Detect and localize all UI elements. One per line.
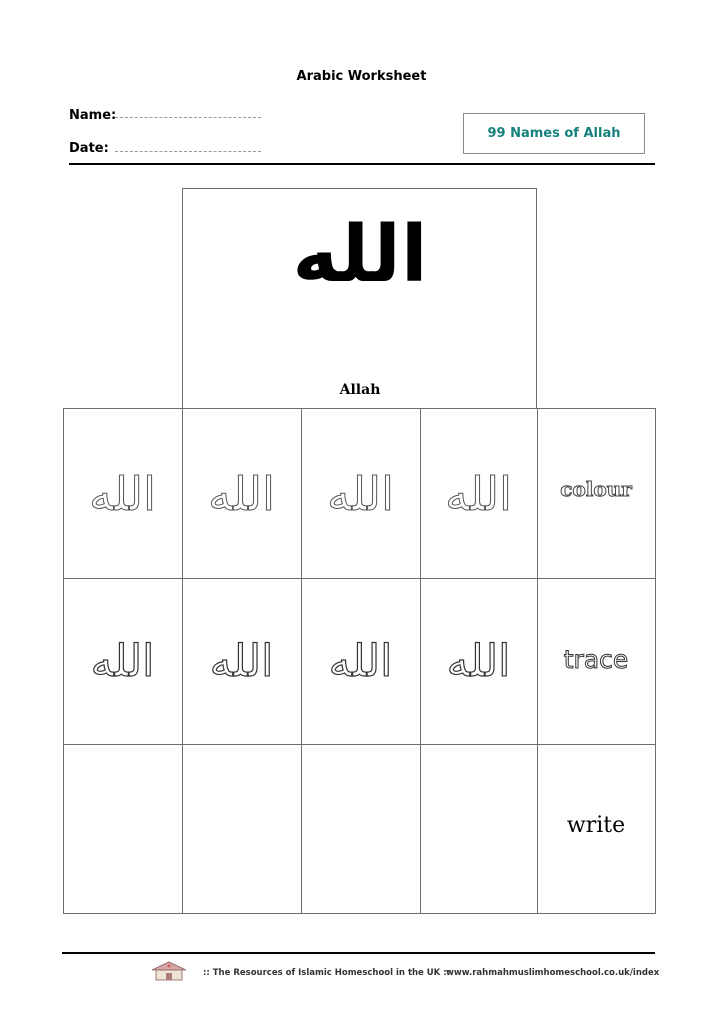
- instruction-cell: [537, 579, 655, 739]
- dotted-arabic-glyph: الله: [90, 636, 155, 687]
- colour-cell[interactable]: [63, 409, 182, 578]
- name-field-line[interactable]: [115, 117, 261, 118]
- outline-arabic-glyph: الله: [445, 466, 512, 521]
- dotted-arabic-glyph: الله: [328, 636, 393, 687]
- outline-arabic-glyph: الله: [89, 466, 156, 521]
- footer-website-link[interactable]: www.rahmahmuslimhomeschool.co.uk/index: [446, 968, 660, 978]
- trace-cell[interactable]: [420, 579, 537, 744]
- write-cell[interactable]: [63, 745, 182, 913]
- dotted-arabic-glyph: الله: [446, 636, 511, 687]
- header-divider: [69, 163, 655, 165]
- colour-cell[interactable]: [301, 409, 420, 578]
- footer-divider: [62, 952, 655, 954]
- name-label: Name:: [69, 108, 117, 123]
- featured-english-name: Allah: [339, 382, 381, 398]
- trace-cell[interactable]: [301, 579, 420, 744]
- outline-arabic-glyph: الله: [327, 466, 394, 521]
- footer-tagline: :: The Resources of Islamic Homeschool in the UK ::: [203, 968, 451, 978]
- write-cell[interactable]: [420, 745, 537, 913]
- featured-arabic-name: الله: [292, 210, 428, 300]
- worksheet-title: Arabic Worksheet: [296, 69, 427, 84]
- trace-cell[interactable]: [182, 579, 301, 744]
- date-label: Date:: [69, 141, 109, 156]
- colour-instruction: colour: [560, 477, 632, 501]
- write-instruction: write: [566, 812, 626, 838]
- write-cell[interactable]: [182, 745, 301, 913]
- colour-cell[interactable]: [182, 409, 301, 578]
- topic-box: [463, 113, 645, 154]
- colour-cell[interactable]: [420, 409, 537, 578]
- trace-instruction: trace: [563, 644, 629, 674]
- house-logo-icon: [148, 960, 190, 982]
- topic-text: 99 Names of Allah: [487, 126, 621, 141]
- trace-cell[interactable]: [63, 579, 182, 744]
- write-cell[interactable]: [301, 745, 420, 913]
- outline-arabic-glyph: الله: [208, 466, 275, 521]
- date-field-line[interactable]: [115, 151, 261, 152]
- instruction-cell: [537, 745, 655, 905]
- dotted-arabic-glyph: الله: [209, 636, 274, 687]
- instruction-cell: [537, 409, 655, 569]
